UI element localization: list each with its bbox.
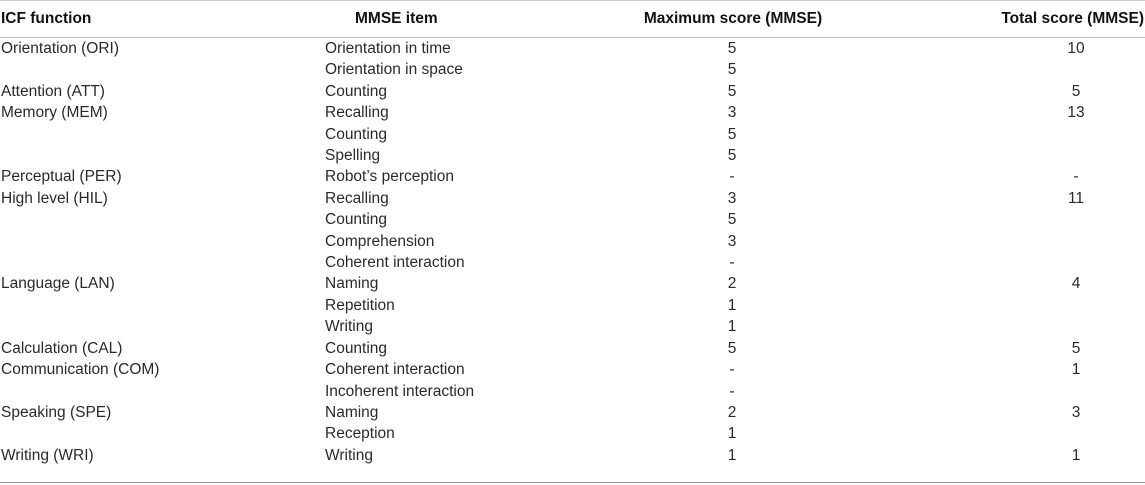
mmse-item-cell: Recalling <box>325 189 389 207</box>
header-row <box>0 0 1145 38</box>
icf-function-cell: Language (LAN) <box>1 275 115 293</box>
icf-function-cell: Attention (ATT) <box>1 82 105 100</box>
icf-function-cell <box>0 381 325 402</box>
total-score-cell: 1 <box>1071 446 1081 464</box>
maximum-score-cell: 5 <box>727 339 737 357</box>
icf-function-cell: High level (HIL) <box>1 189 108 207</box>
mmse-item-cell: Writing <box>325 446 373 464</box>
total-score-cell: 3 <box>1071 403 1081 421</box>
table-row <box>0 316 1145 337</box>
total-score-cell <box>871 209 1145 230</box>
icf-function-cell <box>0 423 325 444</box>
table-row <box>0 423 1145 444</box>
mmse-item-cell: Orientation in space <box>325 61 463 79</box>
mmse-item-cell: Coherent interaction <box>325 361 465 379</box>
icf-function-cell <box>0 295 325 316</box>
maximum-score-cell: 2 <box>727 403 737 421</box>
total-score-cell <box>871 423 1145 444</box>
icf-function-cell <box>0 59 325 80</box>
total-score-cell <box>871 231 1145 252</box>
maximum-score-cell: - <box>729 382 735 400</box>
icf-function-cell <box>0 124 325 145</box>
maximum-score-cell: - <box>729 254 735 272</box>
table-header <box>0 0 1145 38</box>
icf-function-cell: Calculation (CAL) <box>1 339 123 357</box>
table-row <box>0 445 1145 466</box>
maximum-score-cell: 5 <box>727 147 737 165</box>
maximum-score-cell: 3 <box>727 232 737 250</box>
header-total-score: Total score (MMSE) <box>1001 10 1144 27</box>
mmse-item-cell: Counting <box>325 125 388 143</box>
total-score-cell: 13 <box>1067 104 1085 122</box>
table-row <box>0 338 1145 359</box>
maximum-score-cell: - <box>729 168 735 186</box>
icf-function-cell: Perceptual (PER) <box>1 168 122 186</box>
maximum-score-cell: - <box>729 361 735 379</box>
maximum-score-cell: 1 <box>727 318 737 336</box>
mmse-item-cell: Reception <box>325 425 395 443</box>
icf-function-cell: Writing (WRI) <box>1 446 94 464</box>
table-row <box>0 81 1145 102</box>
mmse-item-cell: Naming <box>325 403 379 421</box>
mmse-item-cell: Recalling <box>325 104 389 122</box>
table-row <box>0 38 1145 59</box>
table-row <box>0 273 1145 294</box>
total-score-cell: 5 <box>1071 339 1081 357</box>
maximum-score-cell: 1 <box>727 425 737 443</box>
maximum-score-cell: 1 <box>727 296 737 314</box>
table-row <box>0 252 1145 273</box>
table-row <box>0 166 1145 187</box>
icf-function-cell: Communication (COM) <box>1 361 160 379</box>
icf-function-cell: Speaking (SPE) <box>1 403 112 421</box>
table-row <box>0 402 1145 423</box>
mmse-item-cell: Spelling <box>325 147 381 165</box>
total-score-cell: 4 <box>1071 275 1081 293</box>
maximum-score-cell: 5 <box>727 61 737 79</box>
table-row <box>0 381 1145 402</box>
total-score-cell <box>871 145 1145 166</box>
mmse-item-cell: Counting <box>325 211 388 229</box>
table-body <box>0 38 1145 466</box>
table-row <box>0 59 1145 80</box>
mmse-item-cell: Incoherent interaction <box>325 382 475 400</box>
mmse-item-cell: Repetition <box>325 296 395 314</box>
icf-function-cell <box>0 209 325 230</box>
mmse-item-cell: Coherent interaction <box>325 254 465 272</box>
table-row <box>0 209 1145 230</box>
table-row <box>0 295 1145 316</box>
table-row <box>0 145 1145 166</box>
total-score-cell <box>871 295 1145 316</box>
maximum-score-cell: 5 <box>727 125 737 143</box>
icf-function-cell: Orientation (ORI) <box>1 40 120 57</box>
maximum-score-cell: 2 <box>727 275 737 293</box>
total-score-cell: 5 <box>1071 82 1081 100</box>
maximum-score-cell: 1 <box>727 446 737 464</box>
table-row <box>0 359 1145 380</box>
total-score-cell <box>871 59 1145 80</box>
total-score-cell <box>871 124 1145 145</box>
mmse-item-cell: Orientation in time <box>325 40 451 57</box>
total-score-cell: 1 <box>1071 361 1081 379</box>
maximum-score-cell: 5 <box>727 211 737 229</box>
icf-function-cell <box>0 145 325 166</box>
total-score-cell: 10 <box>1067 40 1085 57</box>
table-row <box>0 124 1145 145</box>
table-row <box>0 188 1145 209</box>
maximum-score-cell: 5 <box>727 40 737 57</box>
mmse-item-cell: Writing <box>325 318 373 336</box>
total-score-cell: 11 <box>1067 189 1085 207</box>
mmse-item-cell: Robot’s perception <box>325 168 454 186</box>
icf-function-cell: Memory (MEM) <box>1 104 108 122</box>
mmse-item-cell: Counting <box>325 339 388 357</box>
total-score-cell <box>871 316 1145 337</box>
maximum-score-cell: 3 <box>727 104 737 122</box>
table-row <box>0 102 1145 123</box>
mmse-item-cell: Counting <box>325 82 388 100</box>
header-maximum-score: Maximum score (MMSE) <box>643 10 823 27</box>
total-score-cell <box>871 381 1145 402</box>
mmse-item-cell: Naming <box>325 275 379 293</box>
icf-function-cell <box>0 231 325 252</box>
total-score-cell: - <box>1073 168 1079 186</box>
total-score-cell <box>871 252 1145 273</box>
maximum-score-cell: 5 <box>727 82 737 100</box>
icf-function-cell <box>0 252 325 273</box>
icf-function-cell <box>0 316 325 337</box>
maximum-score-cell: 3 <box>727 189 737 207</box>
header-icf-function: ICF function <box>1 10 92 27</box>
table-row <box>0 231 1145 252</box>
header-mmse-item: MMSE item <box>355 10 438 27</box>
mmse-item-cell: Comprehension <box>325 232 435 250</box>
bottom-rule <box>0 482 1145 483</box>
